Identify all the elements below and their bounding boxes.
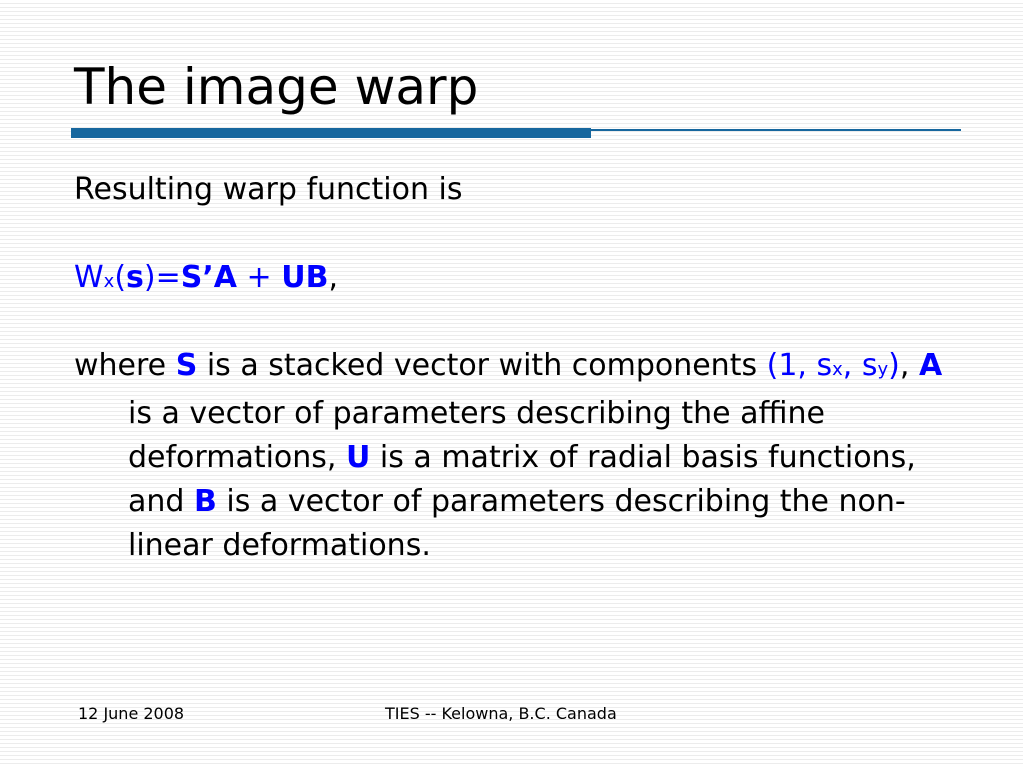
footer-date: 12 June 2008 [78, 704, 185, 723]
formula-ub: UB [281, 260, 329, 295]
title-underline-thin [591, 129, 961, 131]
formula-comma: , [328, 260, 338, 295]
components-tuple [767, 348, 900, 383]
where-text-6: is a vector of parameters describing the non-linear deformations. [128, 484, 906, 563]
formula-w: W [74, 260, 104, 295]
intro-text: Resulting warp function is [74, 172, 463, 207]
tuple-mid: , s [842, 348, 878, 383]
title-underline-thick [71, 128, 591, 138]
where-paragraph [74, 344, 974, 568]
warp-formula [74, 256, 974, 300]
tuple-close: ) [888, 348, 900, 383]
term-a: A [918, 348, 943, 383]
where-text-5: is a matrix of radial basis functions, and [128, 440, 916, 519]
footer-event: TIES -- Kelowna, B.C. Canada [385, 704, 617, 723]
slide-body [74, 168, 974, 568]
formula-w-subscript: x [103, 271, 115, 292]
term-s: S [175, 348, 198, 383]
term-b: B [193, 484, 217, 519]
where-text-4: is a vector of parameters describing the affine deformations, [128, 396, 826, 475]
tuple-sx-subscript: x [832, 359, 843, 380]
where-text-3: , [899, 348, 919, 383]
formula-plus: + [236, 260, 282, 295]
term-u: U [346, 440, 371, 475]
where-text-1: where [74, 348, 176, 383]
formula-s: s [126, 260, 144, 295]
slide-title: The image warp [74, 58, 479, 116]
tuple-sy-subscript: y [877, 359, 889, 380]
where-text-2: is a stacked vector with components [197, 348, 767, 383]
formula-open-paren: ( [114, 260, 127, 295]
formula-sa: S’A [180, 260, 237, 295]
formula-close-eq: )= [143, 260, 181, 295]
tuple-open: (1, s [766, 348, 833, 383]
